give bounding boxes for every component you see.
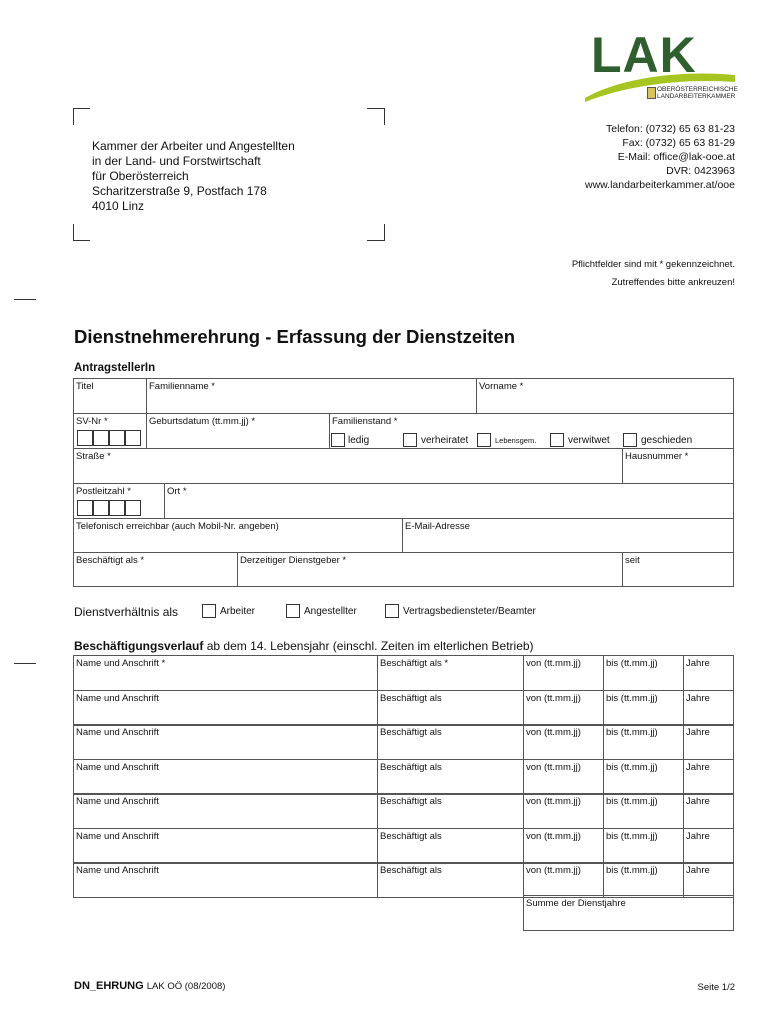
field-label: seit bbox=[625, 555, 640, 566]
note-check: Zutreffendes bitte ankreuzen! bbox=[611, 277, 735, 288]
corner-mark bbox=[367, 240, 384, 241]
field-label: Name und Anschrift bbox=[76, 762, 159, 773]
footer-code-bold: DN_EHRUNG bbox=[74, 980, 144, 992]
field-label: SV-Nr * bbox=[76, 416, 108, 427]
dienstgeber-field[interactable] bbox=[237, 552, 623, 587]
address-line: in der Land- und Forstwirtschaft bbox=[92, 154, 261, 168]
field-label: Name und Anschrift bbox=[76, 796, 159, 807]
von-datum-field[interactable] bbox=[523, 793, 604, 829]
verwitwet-checkbox[interactable] bbox=[550, 433, 564, 447]
verheiratet-checkbox[interactable] bbox=[403, 433, 417, 447]
ort-field[interactable] bbox=[164, 483, 734, 519]
bis-datum-field[interactable] bbox=[603, 759, 684, 795]
angestellter-label: Angestellter bbox=[304, 606, 357, 617]
geschieden-label: geschieden bbox=[641, 435, 693, 446]
address-block bbox=[92, 139, 295, 214]
arbeiter-checkbox[interactable] bbox=[202, 604, 216, 618]
contact-phone: Telefon: (0732) 65 63 81-23 bbox=[605, 123, 735, 135]
contact-block bbox=[585, 122, 735, 192]
field-label: Jahre bbox=[686, 658, 710, 669]
verlauf-heading bbox=[74, 639, 534, 653]
field-label: Derzeitiger Dienstgeber * bbox=[240, 555, 347, 566]
field-label: Beschäftigt als bbox=[380, 865, 442, 876]
svnr-digit-box[interactable] bbox=[93, 430, 109, 446]
name-anschrift-field[interactable] bbox=[73, 793, 378, 829]
von-datum-field[interactable] bbox=[523, 655, 604, 691]
vertragsbediensteter-checkbox[interactable] bbox=[385, 604, 399, 618]
beschaeftigt-als-field[interactable] bbox=[377, 793, 524, 829]
field-label: Beschäftigt als * bbox=[380, 658, 449, 669]
lak-logo bbox=[585, 27, 738, 105]
svnr-digit-box[interactable] bbox=[109, 430, 125, 446]
field-label: Beschäftigt als bbox=[380, 762, 442, 773]
corner-mark bbox=[384, 224, 385, 241]
logo-subtitle-2: LANDARBEITERKAMMER bbox=[657, 93, 736, 100]
field-label: Titel bbox=[76, 381, 94, 392]
field-label: Ort * bbox=[167, 486, 187, 497]
corner-mark bbox=[367, 108, 384, 109]
von-datum-field[interactable] bbox=[523, 862, 604, 898]
field-label: von (tt.mm.jj) bbox=[526, 865, 581, 876]
bis-datum-field[interactable] bbox=[603, 690, 684, 726]
page-title: Dienstnehmerehrung - Erfassung der Dienstzeiten bbox=[74, 326, 516, 347]
name-anschrift-field[interactable] bbox=[73, 690, 378, 726]
jahre-field[interactable] bbox=[683, 862, 734, 898]
field-label: Jahre bbox=[686, 693, 710, 704]
jahre-field[interactable] bbox=[683, 828, 734, 864]
field-label: Name und Anschrift bbox=[76, 831, 159, 842]
verheiratet-label: verheiratet bbox=[421, 435, 469, 446]
field-label: von (tt.mm.jj) bbox=[526, 762, 581, 773]
corner-mark bbox=[384, 108, 385, 125]
postleitzahl-field[interactable] bbox=[73, 483, 165, 519]
name-anschrift-field[interactable] bbox=[73, 759, 378, 795]
field-label: Jahre bbox=[686, 762, 710, 773]
svnr-digit-box[interactable] bbox=[125, 430, 141, 446]
field-label: bis (tt.mm.jj) bbox=[606, 831, 658, 842]
field-label: E-Mail-Adresse bbox=[405, 521, 470, 532]
email-field[interactable] bbox=[402, 518, 734, 553]
titel-field[interactable] bbox=[73, 378, 147, 414]
verwitwet-label: verwitwet bbox=[568, 435, 610, 446]
footer-code bbox=[74, 980, 225, 992]
summe-field[interactable] bbox=[523, 895, 734, 931]
dienstverhaeltnis-label: Dienstverhältnis als bbox=[74, 605, 179, 619]
beschaeftigt-field[interactable] bbox=[73, 552, 238, 587]
familienname-field[interactable] bbox=[146, 378, 477, 414]
address-line: Kammer der Arbeiter und Angestellten bbox=[92, 139, 295, 153]
logo-text: LAK bbox=[591, 27, 697, 83]
vorname-field[interactable] bbox=[476, 378, 734, 414]
field-label: Telefonisch erreichbar (auch Mobil-Nr. angeben) bbox=[76, 521, 279, 532]
beschaeftigt-als-field[interactable] bbox=[377, 759, 524, 795]
field-label: Jahre bbox=[686, 727, 710, 738]
field-label: Beschäftigt als bbox=[380, 727, 442, 738]
field-label: Geburtsdatum (tt.mm.jj) * bbox=[149, 416, 256, 427]
von-datum-field[interactable] bbox=[523, 828, 604, 864]
lebensgem-checkbox[interactable] bbox=[477, 433, 491, 447]
field-label: bis (tt.mm.jj) bbox=[606, 762, 658, 773]
field-label: von (tt.mm.jj) bbox=[526, 831, 581, 842]
beschaeftigt-als-field[interactable] bbox=[377, 655, 524, 691]
jahre-field[interactable] bbox=[683, 690, 734, 726]
logo-subtitle-1: OBERÖSTERREICHISCHE bbox=[657, 86, 738, 93]
note-required: Pflichtfelder sind mit * gekennzeichnet. bbox=[571, 259, 735, 270]
field-label: von (tt.mm.jj) bbox=[526, 796, 581, 807]
plz-digit-box[interactable] bbox=[125, 500, 141, 516]
svnr-digit-box[interactable] bbox=[77, 430, 93, 446]
bis-datum-field[interactable] bbox=[603, 862, 684, 898]
beschaeftigt-als-field[interactable] bbox=[377, 690, 524, 726]
corner-mark bbox=[73, 224, 74, 241]
bis-datum-field[interactable] bbox=[603, 724, 684, 760]
section-applicant: AntragstellerIn bbox=[74, 362, 156, 374]
field-label: Jahre bbox=[686, 796, 710, 807]
jahre-field[interactable] bbox=[683, 759, 734, 795]
beschaeftigt-als-field[interactable] bbox=[377, 724, 524, 760]
fold-mark bbox=[14, 299, 36, 300]
corner-mark bbox=[73, 108, 74, 125]
beschaeftigt-als-field[interactable] bbox=[377, 828, 524, 864]
arbeiter-label: Arbeiter bbox=[220, 606, 256, 617]
von-datum-field[interactable] bbox=[523, 724, 604, 760]
fold-mark bbox=[14, 663, 36, 664]
bis-datum-field[interactable] bbox=[603, 828, 684, 864]
lebensgem-label: Lebensgem. bbox=[495, 436, 537, 445]
field-label: Beschäftigt als bbox=[380, 693, 442, 704]
field-label: Familienstand * bbox=[332, 416, 398, 427]
seit-field[interactable] bbox=[622, 552, 734, 587]
field-label: Jahre bbox=[686, 865, 710, 876]
field-label: Name und Anschrift bbox=[76, 865, 159, 876]
strasse-field[interactable] bbox=[73, 448, 623, 484]
field-label: bis (tt.mm.jj) bbox=[606, 693, 658, 704]
field-label: Beschäftigt als * bbox=[76, 555, 145, 566]
geburtsdatum-field[interactable] bbox=[146, 413, 330, 449]
telefon-field[interactable] bbox=[73, 518, 403, 553]
field-label: bis (tt.mm.jj) bbox=[606, 796, 658, 807]
field-label: bis (tt.mm.jj) bbox=[606, 727, 658, 738]
field-label: von (tt.mm.jj) bbox=[526, 658, 581, 669]
field-label: von (tt.mm.jj) bbox=[526, 727, 581, 738]
address-line: Scharitzerstraße 9, Postfach 178 bbox=[92, 184, 267, 198]
plz-digit-box[interactable] bbox=[109, 500, 125, 516]
field-label: Summe der Dienstjahre bbox=[526, 898, 626, 909]
hausnummer-field[interactable] bbox=[622, 448, 734, 484]
field-label: Beschäftigt als bbox=[380, 796, 442, 807]
field-label: Beschäftigt als bbox=[380, 831, 442, 842]
address-line: für Oberösterreich bbox=[92, 169, 189, 183]
footer-page: Seite 1/2 bbox=[697, 982, 735, 993]
address-line: 4010 Linz bbox=[92, 199, 145, 213]
von-datum-field[interactable] bbox=[523, 759, 604, 795]
verlauf-heading-bold: Beschäftigungsverlauf bbox=[74, 639, 204, 653]
contact-website: www.landarbeiterkammer.at/ooe bbox=[585, 179, 735, 191]
field-label: Name und Anschrift bbox=[76, 727, 159, 738]
contact-fax: Fax: (0732) 65 63 81-29 bbox=[622, 137, 735, 149]
name-anschrift-field[interactable] bbox=[73, 655, 378, 691]
jahre-field[interactable] bbox=[683, 724, 734, 760]
field-label: Postleitzahl * bbox=[76, 486, 131, 497]
field-label: Jahre bbox=[686, 831, 710, 842]
beschaeftigt-als-field[interactable] bbox=[377, 862, 524, 898]
corner-mark bbox=[73, 240, 90, 241]
jahre-field[interactable] bbox=[683, 655, 734, 691]
bis-datum-field[interactable] bbox=[603, 655, 684, 691]
field-label: Straße * bbox=[76, 451, 111, 462]
field-label: von (tt.mm.jj) bbox=[526, 693, 581, 704]
jahre-field[interactable] bbox=[683, 793, 734, 829]
field-label: Vorname * bbox=[479, 381, 524, 392]
geschieden-checkbox[interactable] bbox=[623, 433, 637, 447]
plz-digit-box[interactable] bbox=[93, 500, 109, 516]
logo-crest-icon bbox=[647, 87, 656, 99]
verlauf-heading-rest: ab dem 14. Lebensjahr (einschl. Zeiten im elterlichen Betrieb) bbox=[203, 639, 534, 653]
angestellter-checkbox[interactable] bbox=[286, 604, 300, 618]
field-label: bis (tt.mm.jj) bbox=[606, 865, 658, 876]
name-anschrift-field[interactable] bbox=[73, 724, 378, 760]
ledig-label: ledig bbox=[348, 435, 370, 446]
ledig-checkbox[interactable] bbox=[331, 433, 345, 447]
corner-mark bbox=[73, 108, 90, 109]
vertragsbediensteter-label: Vertragsbediensteter/Beamter bbox=[403, 606, 536, 617]
svnr-field[interactable] bbox=[73, 413, 147, 449]
name-anschrift-field[interactable] bbox=[73, 828, 378, 864]
von-datum-field[interactable] bbox=[523, 690, 604, 726]
contact-dvr: DVR: 0423963 bbox=[666, 165, 735, 177]
contact-email: E-Mail: office@lak-ooe.at bbox=[617, 151, 735, 163]
plz-digit-box[interactable] bbox=[77, 500, 93, 516]
field-label: Name und Anschrift bbox=[76, 693, 159, 704]
field-label: Familienname * bbox=[149, 381, 215, 392]
field-label: Name und Anschrift * bbox=[76, 658, 166, 669]
field-label: bis (tt.mm.jj) bbox=[606, 658, 658, 669]
footer-code-rest: LAK OÖ (08/2008) bbox=[146, 981, 226, 992]
bis-datum-field[interactable] bbox=[603, 793, 684, 829]
field-label: Hausnummer * bbox=[625, 451, 689, 462]
name-anschrift-field[interactable] bbox=[73, 862, 378, 898]
